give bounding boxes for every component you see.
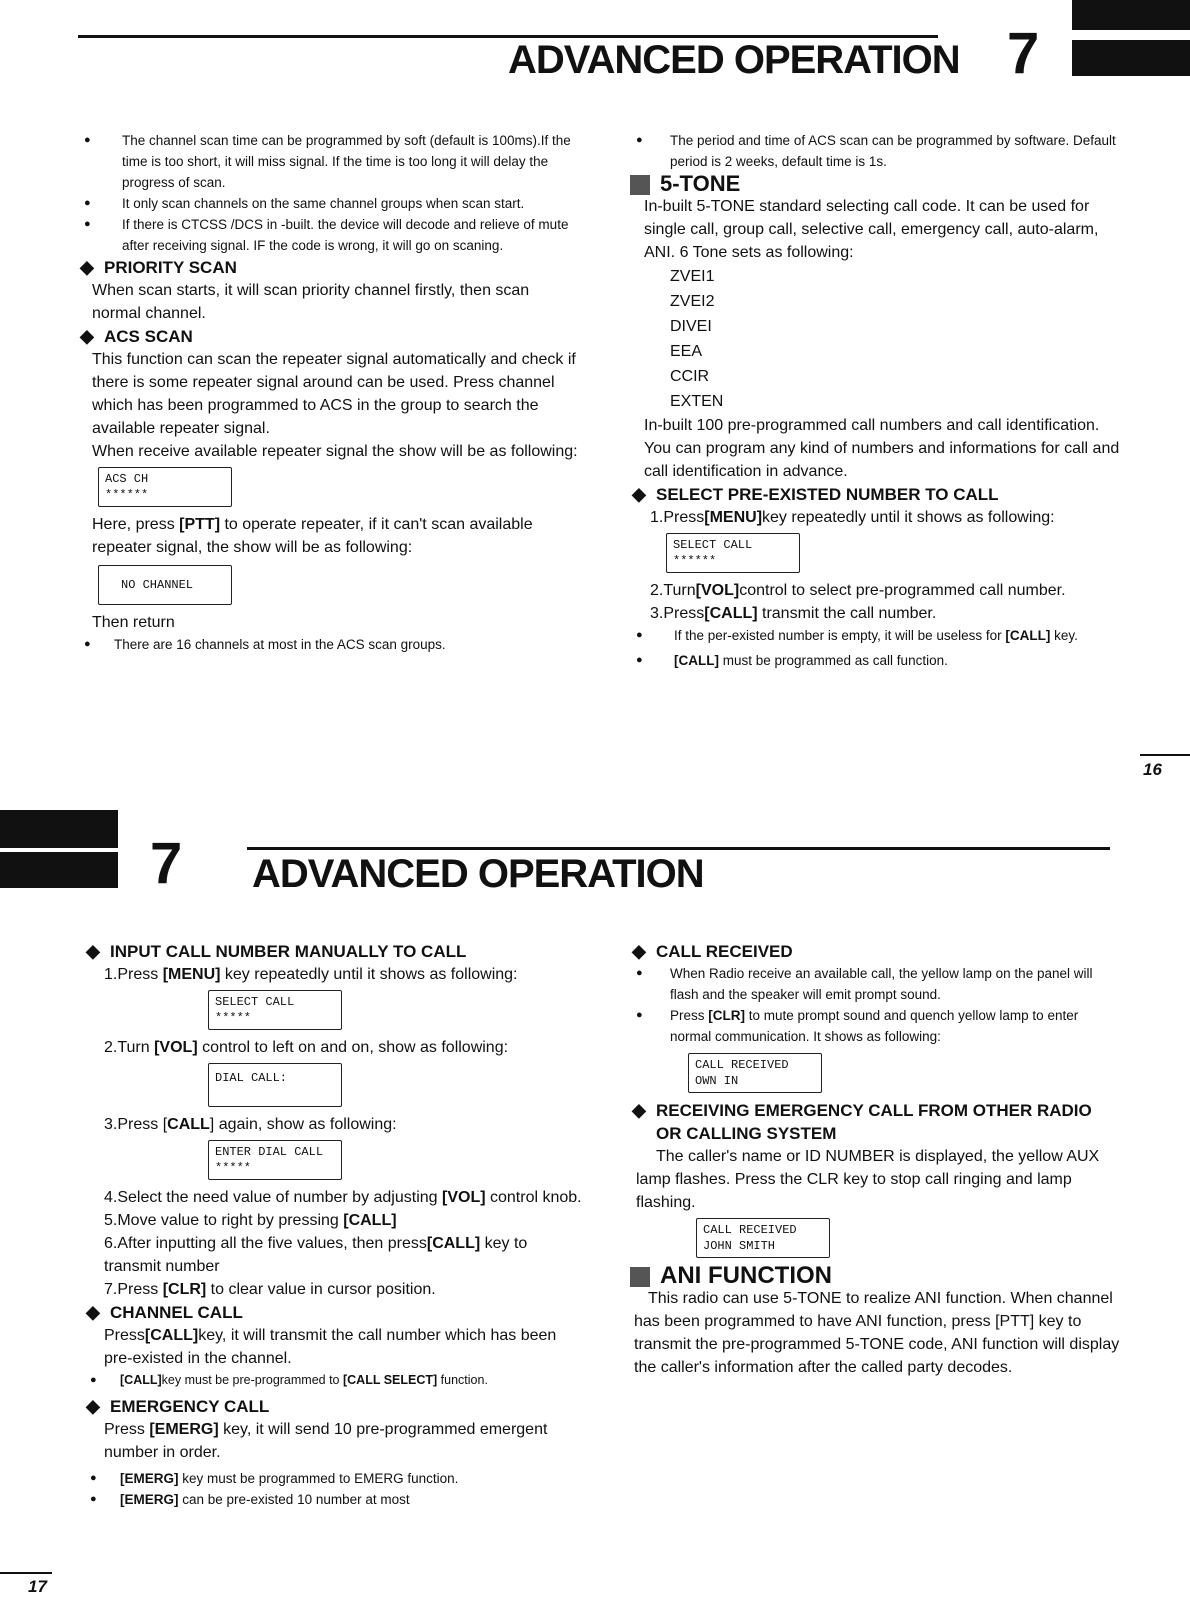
list-item: ● The period and time of ACS scan can be programmed by software. Default period is 2 weeks, default time is 1s. bbox=[630, 130, 1120, 172]
square-icon bbox=[630, 1267, 650, 1287]
step-2: 2.Turn[VOL]control to select pre-programmed call number. bbox=[650, 582, 1066, 599]
diamond-icon: ◆ bbox=[632, 484, 646, 504]
ani-function-text: This radio can use 5-TONE to realize ANI function. When channel has been programmed to have ANI function, press [PTT] key to transmit the pre-programmed 5-TONE code, ANI function will display the caller's information after the called party decodes. bbox=[634, 1290, 1120, 1376]
acs-scan-heading: ◆ ACS SCAN bbox=[80, 326, 193, 346]
page17-number-rule bbox=[0, 1572, 52, 1574]
list-item: DIVEI bbox=[670, 318, 712, 335]
square-icon bbox=[630, 175, 650, 195]
receiving-emergency-text: The caller's name or ID NUMBER is displayed, the yellow AUX lamp flashes. Press the CLR key to stop call ringing and lamp flashing. bbox=[636, 1148, 1100, 1211]
page16-right-column bbox=[630, 130, 1120, 671]
step-1: 1.Press [MENU] key repeatedly until it shows as following: bbox=[104, 966, 518, 983]
page16-title: ADVANCED OPERATION bbox=[508, 38, 960, 82]
lcd-display: SELECT CALL ****** bbox=[666, 533, 800, 573]
receiving-emergency-heading: ◆ RECEIVING EMERGENCY CALL FROM OTHER RADIO OR CALLING SYSTEM bbox=[632, 1100, 1092, 1143]
page16-left-column bbox=[78, 130, 578, 655]
priority-scan-heading: ◆ PRIORITY SCAN bbox=[80, 257, 237, 277]
step-6: 6.After inputting all the five values, then press[CALL] key to transmit number bbox=[104, 1235, 528, 1275]
page17-chapter-tab-lower bbox=[0, 852, 118, 888]
page17-chapter-number: 7 bbox=[150, 831, 183, 896]
diamond-icon: ◆ bbox=[86, 1302, 100, 1322]
list-item: EXTEN bbox=[670, 393, 724, 410]
list-item: ● [CALL]key must be pre-programmed to [CALL SELECT] function. bbox=[84, 1370, 584, 1391]
step-2: 2.Turn [VOL] control to left on and on, show as following: bbox=[104, 1039, 509, 1056]
program-text: You can program any kind of numbers and informations for call and call identification in advance. bbox=[644, 440, 1120, 480]
page17-number: 17 bbox=[28, 1577, 47, 1596]
step-5: 5.Move value to right by pressing [CALL] bbox=[104, 1212, 397, 1229]
diamond-icon: ◆ bbox=[86, 1396, 100, 1416]
diamond-icon: ◆ bbox=[86, 941, 100, 961]
lcd-display: NO CHANNEL bbox=[98, 565, 232, 605]
page17-right-column bbox=[630, 940, 1120, 1379]
page16-chapter-number: 7 bbox=[1007, 21, 1040, 86]
lcd-display: DIAL CALL: bbox=[208, 1063, 342, 1107]
five-tone-text: In-built 5-TONE standard selecting call code. It can be used for single call, group call, selective call, emergency call, auto-alarm, ANI. 6 Tone sets as following: bbox=[644, 198, 1099, 261]
list-item: ● Press [CLR] to mute prompt sound and quench yellow lamp to enter normal communication. It shows as following: bbox=[630, 1005, 1120, 1047]
step-1: 1.Press[MENU]key repeatedly until it shows as following: bbox=[650, 509, 1055, 526]
select-call-heading: ◆ SELECT PRE-EXISTED NUMBER TO CALL bbox=[632, 484, 999, 504]
list-item: ● If there is CTCSS /DCS in -built. the device will decode and relieve of mute after receiving signal. IF the code is wrong, it will go on scaning. bbox=[78, 214, 578, 256]
list-item: ● If the per-existed number is empty, it will be useless for [CALL] key. bbox=[630, 625, 1120, 646]
list-item: ● [EMERG] key must be programmed to EMERG function. bbox=[84, 1468, 584, 1489]
step-3: 3.Press[CALL] transmit the call number. bbox=[650, 605, 937, 622]
page16-number-rule bbox=[1140, 754, 1190, 756]
lcd-display: ACS CH ****** bbox=[98, 467, 232, 507]
list-item: ● The channel scan time can be programmed by soft (default is 100ms).If the time is too short, it will miss signal. If the time is too long it will delay the progress of scan. bbox=[78, 130, 578, 193]
diamond-icon: ◆ bbox=[80, 257, 94, 277]
priority-scan-text: When scan starts, it will scan priority channel firstly, then scan normal channel. bbox=[92, 282, 530, 322]
page17-left-column bbox=[84, 940, 584, 1510]
emergency-call-heading: ◆ EMERGENCY CALL bbox=[86, 1396, 270, 1416]
step-7: 7.Press [CLR] to clear value in cursor position. bbox=[104, 1281, 436, 1298]
page17-header-rule bbox=[247, 847, 1110, 850]
emergency-call-text: Press [EMERG] key, it will send 10 pre-programmed emergent number in order. bbox=[104, 1421, 548, 1461]
page16-chapter-tab bbox=[1072, 0, 1190, 30]
list-item: ZVEI1 bbox=[670, 268, 715, 285]
list-item: ● It only scan channels on the same channel groups when scan start. bbox=[78, 193, 578, 214]
step-3: 3.Press [CALL] again, show as following: bbox=[104, 1116, 397, 1133]
list-item: CCIR bbox=[670, 368, 710, 385]
step-4: 4.Select the need value of number by adjusting [VOL] control knob. bbox=[104, 1189, 582, 1206]
acs-scan-text: This function can scan the repeater signal automatically and check if there is some repeater signal around can be used. Press channel which has been programmed to ACS in the group to search the available repeater signal. bbox=[92, 351, 576, 437]
page16-number: 16 bbox=[1143, 760, 1162, 779]
list-item: ZVEI2 bbox=[670, 293, 715, 310]
diamond-icon: ◆ bbox=[632, 941, 646, 961]
list-item: ● [CALL] must be programmed as call function. bbox=[630, 650, 1120, 671]
channel-call-heading: ◆ CHANNEL CALL bbox=[86, 1302, 243, 1322]
list-item: EEA bbox=[670, 343, 703, 360]
list-item: ● When Radio receive an available call, the yellow lamp on the panel will flash and the speaker will emit prompt sound. bbox=[630, 963, 1120, 1005]
tone-set-list bbox=[630, 264, 1120, 414]
diamond-icon: ◆ bbox=[632, 1100, 646, 1120]
list-item: ● There are 16 channels at most in the ACS scan groups. bbox=[78, 634, 578, 655]
lcd-display: SELECT CALL ***** bbox=[208, 990, 342, 1030]
acs-scan-text2: When receive available repeater signal the show will be as following: bbox=[92, 443, 578, 460]
lcd-display: CALL RECEIVED OWN IN bbox=[688, 1053, 822, 1093]
list-item: ● [EMERG] can be pre-existed 10 number at most bbox=[84, 1489, 584, 1510]
five-tone-heading: 5-TONE bbox=[630, 172, 1120, 195]
input-call-heading: ◆ INPUT CALL NUMBER MANUALLY TO CALL bbox=[86, 941, 467, 961]
page16-chapter-tab-lower bbox=[1072, 40, 1190, 76]
diamond-icon: ◆ bbox=[80, 326, 94, 346]
channel-call-text: Press[CALL]key, it will transmit the call number which has been pre-existed in the channel. bbox=[104, 1327, 557, 1367]
then-return: Then return bbox=[92, 614, 175, 631]
ani-function-heading: ANI FUNCTION bbox=[630, 1264, 1120, 1287]
lcd-display: ENTER DIAL CALL ***** bbox=[208, 1140, 342, 1180]
lcd-display: CALL RECEIVED JOHN SMITH bbox=[696, 1218, 830, 1258]
call-received-heading: ◆ CALL RECEIVED bbox=[632, 941, 793, 961]
page17-chapter-tab bbox=[0, 810, 118, 848]
inbuilt-text: In-built 100 pre-programmed call numbers and call identification. bbox=[644, 417, 1100, 434]
page17-title: ADVANCED OPERATION bbox=[252, 852, 704, 896]
acs-scan-text3: Here, press [PTT] to operate repeater, if it can't scan available repeater signal, the show will be as following: bbox=[92, 516, 533, 556]
